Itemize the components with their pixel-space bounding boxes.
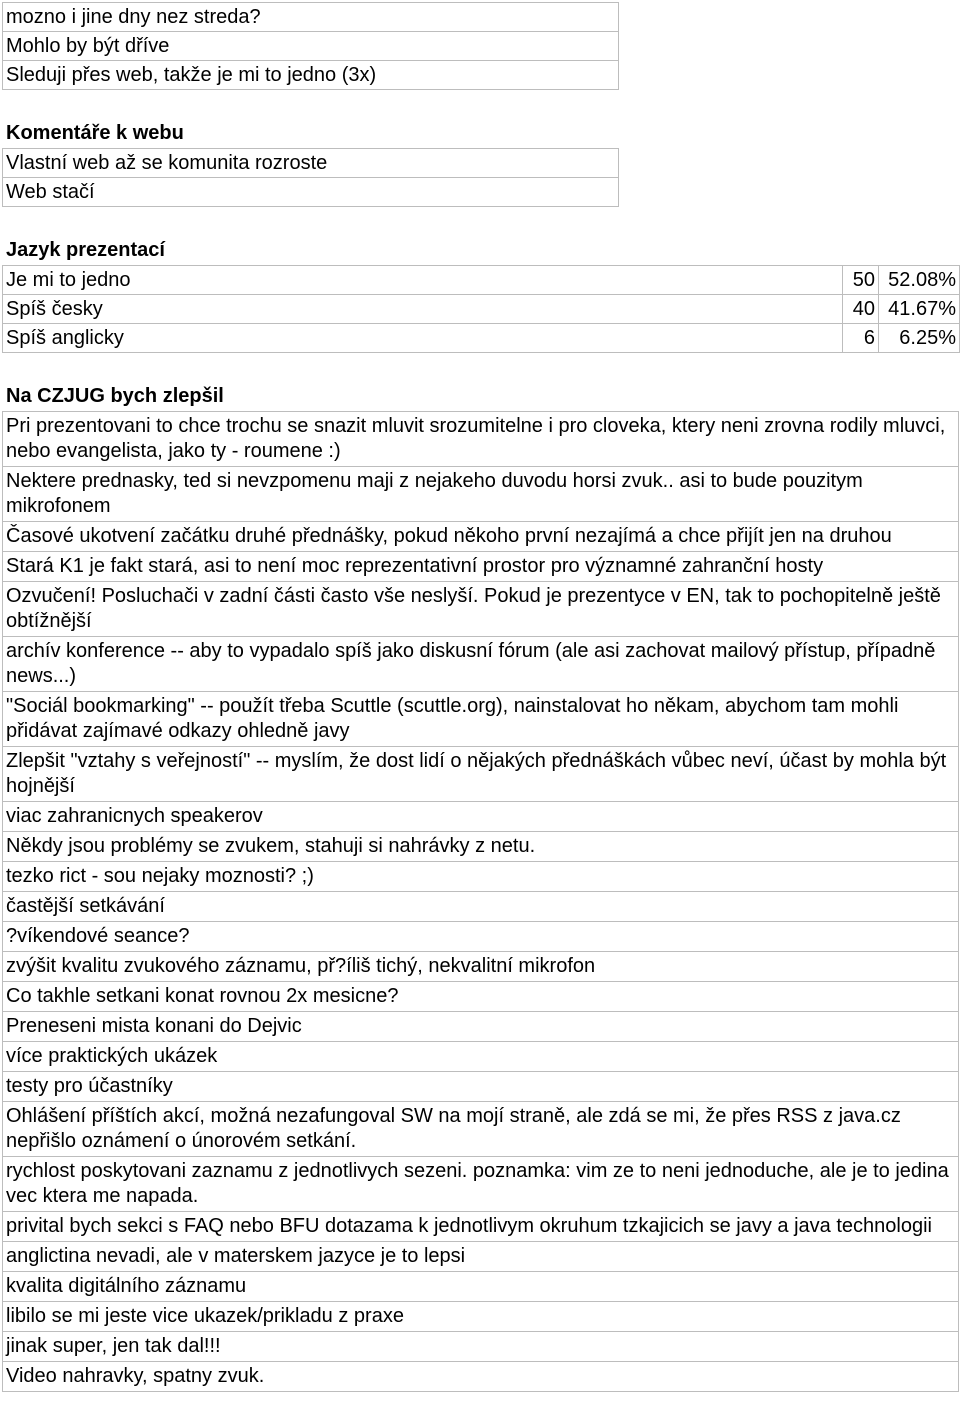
cell-text: tezko rict - sou nejaky moznosti? ;)	[3, 862, 959, 892]
top-rows-table	[2, 2, 619, 90]
cell-text: Časové ukotvení začátku druhé přednášky, pokud někoho první nezajímá a chce přijít jen na druhou	[3, 522, 959, 552]
cell-text: Ozvučení! Posluchači v zadní části často vše neslyší. Pokud je prezentyce v EN, tak to pochopitelně ještě obtížnější	[3, 582, 959, 637]
language-percent: 6.25%	[879, 324, 960, 353]
cell-text: viac zahranicnych speakerov	[3, 802, 959, 832]
cell-text: Mohlo by být dříve	[3, 32, 619, 61]
cell-text: Zlepšit "vztahy s veřejností" -- myslím, že dost lidí o nějakých přednáškách vůbec neví, účast by mohla být hojnější	[3, 747, 959, 802]
cell-text: mozno i jine dny nez streda?	[3, 3, 619, 32]
table-row	[3, 3, 619, 32]
table-row	[3, 862, 959, 892]
language-table	[2, 265, 960, 353]
table-row	[3, 1042, 959, 1072]
cell-text: více praktických ukázek	[3, 1042, 959, 1072]
table-row	[3, 637, 959, 692]
table-row	[3, 982, 959, 1012]
table-row	[3, 467, 959, 522]
table-row	[3, 61, 619, 90]
table-row	[3, 295, 960, 324]
table-row	[3, 892, 959, 922]
improvements-table	[2, 411, 959, 1392]
language-count: 40	[843, 295, 879, 324]
cell-text: privital bych sekci s FAQ nebo BFU dotazama k jednotlivym okruhum tzkajicich se javy a java technologii	[3, 1212, 959, 1242]
section-heading-language: Jazyk prezentací	[6, 239, 165, 261]
table-row	[3, 922, 959, 952]
cell-text: anglictina nevadi, ale v materskem jazyce je to lepsi	[3, 1242, 959, 1272]
cell-text: kvalita digitálního záznamu	[3, 1272, 959, 1302]
language-percent: 52.08%	[879, 266, 960, 295]
cell-text: Sleduji přes web, takže je mi to jedno (3x)	[3, 61, 619, 90]
table-row	[3, 1157, 959, 1212]
language-percent: 41.67%	[879, 295, 960, 324]
cell-text: častější setkávání	[3, 892, 959, 922]
cell-text: Vlastní web až se komunita rozroste	[3, 149, 619, 178]
table-row	[3, 178, 619, 207]
cell-text: "Sociál bookmarking" -- použít třeba Scuttle (scuttle.org), nainstalovat ho někam, abychom tam mohli přidávat zajímavé odkazy ohledně javy	[3, 692, 959, 747]
cell-text: Video nahravky, spatny zvuk.	[3, 1362, 959, 1392]
language-count: 50	[843, 266, 879, 295]
cell-text: Stará K1 je fakt stará, asi to není moc reprezentativní prostor pro významné zahranční hosty	[3, 552, 959, 582]
language-label: Je mi to jedno	[3, 266, 843, 295]
table-row	[3, 1362, 959, 1392]
language-label: Spíš anglicky	[3, 324, 843, 353]
cell-text: Pri prezentovani to chce trochu se snazit mluvit srozumitelne i pro cloveka, ktery neni zrovna rodily mluvci, nebo evangelista, jako ty - roumene :)	[3, 412, 959, 467]
spacer	[2, 90, 959, 119]
table-row	[3, 747, 959, 802]
table-row	[3, 1012, 959, 1042]
table-row	[3, 32, 619, 61]
cell-text: Někdy jsou problémy se zvukem, stahuji si nahrávky z netu.	[3, 832, 959, 862]
cell-text: jinak super, jen tak dal!!!	[3, 1332, 959, 1362]
web-comments-table	[2, 148, 619, 207]
table-row	[3, 802, 959, 832]
table-row	[3, 1212, 959, 1242]
table-row	[3, 582, 959, 637]
language-count: 6	[843, 324, 879, 353]
table-row	[3, 266, 960, 295]
language-label: Spíš česky	[3, 295, 843, 324]
table-row	[3, 522, 959, 552]
table-row	[3, 1102, 959, 1157]
table-row	[3, 1072, 959, 1102]
cell-text: Ohlášení příštích akcí, možná nezafungoval SW na mojí straně, ale zdá se mi, že přes RSS z java.cz nepřišlo oznámení o únorovém setkání.	[3, 1102, 959, 1157]
survey-results-sheet	[2, 2, 959, 1392]
section-heading-web-comments: Komentáře k webu	[6, 122, 184, 144]
table-row	[3, 692, 959, 747]
cell-text: Web stačí	[3, 178, 619, 207]
table-row	[3, 552, 959, 582]
spacer	[2, 207, 959, 236]
cell-text: libilo se mi jeste vice ukazek/prikladu z praxe	[3, 1302, 959, 1332]
section-heading-improvements: Na CZJUG bych zlepšil	[6, 385, 224, 407]
cell-text: Co takhle setkani konat rovnou 2x mesicne?	[3, 982, 959, 1012]
cell-text: Preneseni mista konani do Dejvic	[3, 1012, 959, 1042]
table-row	[3, 149, 619, 178]
cell-text: rychlost poskytovani zaznamu z jednotlivych sezeni. poznamka: vim ze to neni jednoduche, ale je to jedina vec ktera me napada.	[3, 1157, 959, 1212]
table-row	[3, 1332, 959, 1362]
table-row	[3, 412, 959, 467]
table-row	[3, 324, 960, 353]
table-row	[3, 952, 959, 982]
table-row	[3, 832, 959, 862]
cell-text: archív konference -- aby to vypadalo spíš jako diskusní fórum (ale asi zachovat mailový přístup, případně news...)	[3, 637, 959, 692]
table-row	[3, 1242, 959, 1272]
table-row	[3, 1302, 959, 1332]
cell-text: Nektere prednasky, ted si nevzpomenu maji z nejakeho duvodu horsi zvuk.. asi to bude pouzitym mikrofonem	[3, 467, 959, 522]
spacer	[2, 353, 959, 382]
cell-text: testy pro účastníky	[3, 1072, 959, 1102]
cell-text: ?víkendové seance?	[3, 922, 959, 952]
table-row	[3, 1272, 959, 1302]
cell-text: zvýšit kvalitu zvukového záznamu, př?íliš tichý, nekvalitní mikrofon	[3, 952, 959, 982]
